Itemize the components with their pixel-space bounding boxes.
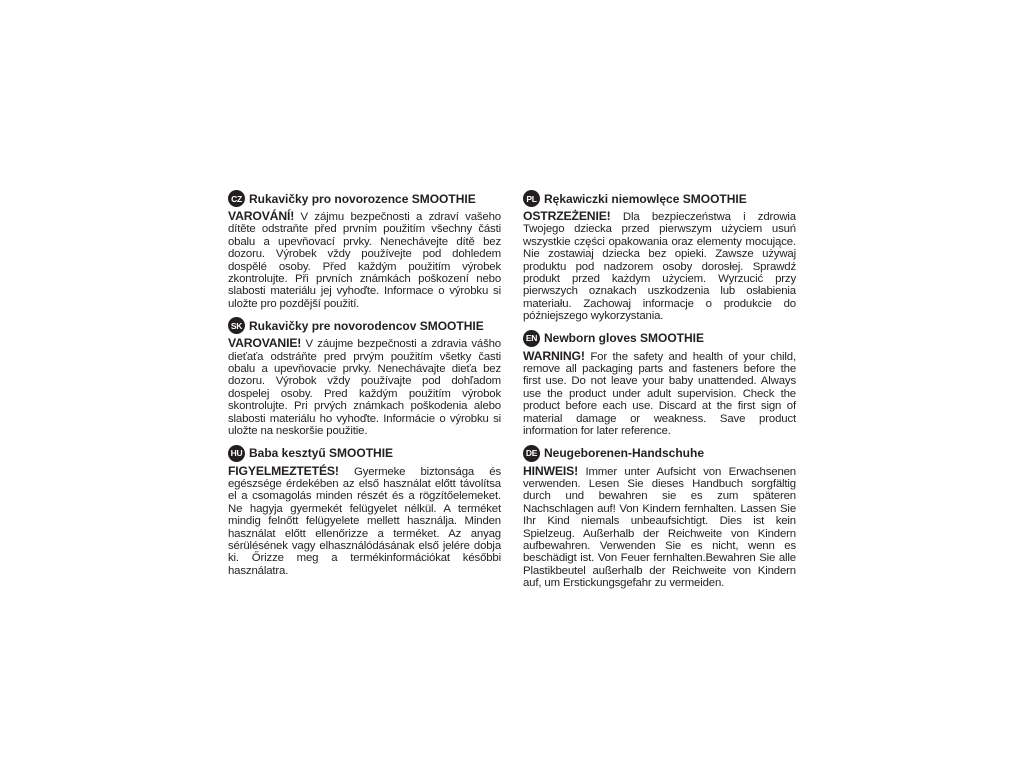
warning-text: V zájmu bezpečnosti a zdraví vašeho dítěte odstraňte před prvním použitím všechny části obalu a upevňovací prvky. Nenechávejte dítě bez dozoru. Výrobek vždy používejte pod dohledem dospělé osoby. Před každým použitím výrobek zkontrolujte. Při prvních známkách poškození nebo slabosti materiálu jej vyhoďte. Informace o výrobku si uložte pro pozdější použití. (228, 211, 501, 310)
section-title: Newborn gloves SMOOTHIE (544, 331, 705, 346)
language-badge-de: DE (523, 445, 540, 462)
section-heading (228, 445, 501, 462)
left-column (228, 190, 501, 584)
section-en (523, 330, 796, 438)
section-body (523, 350, 796, 438)
section-body (523, 210, 796, 323)
section-pl (523, 190, 796, 323)
language-badge-en: EN (523, 330, 540, 347)
section-title: Baba kesztyű SMOOTHIE (249, 446, 394, 460)
warning-label: OSTRZEŻENIE! (523, 209, 611, 223)
section-de (523, 445, 796, 590)
language-badge-sk: SK (228, 317, 245, 334)
section-title: Neugeborenen-Handschuhe (544, 446, 705, 460)
language-badge-cz: CZ (228, 190, 245, 207)
warning-label: WARNING! (523, 348, 585, 363)
warning-text: For the safety and health of your child, remove all packaging parts and fasteners before the first use. Do not leave your baby unattended. Always use the product under adult supervision. Check the product before each use. Discard at the first sign of material damage or weakness. Save product information for later reference. (523, 350, 796, 438)
section-body (228, 465, 501, 578)
section-body (523, 465, 796, 590)
warning-text: V záujme bezpečnosti a zdravia vášho dieťaťa odstráňte pred prvým použitím všetky časti obalu a upevňovacie prvky. Nenechávajte dieťa bez dozoru. Výrobok vždy používajte pod dohľadom dospelej osoby. Pred každým použitím výrobok skontrolujte. Pri prvých známkach poškodenia alebo slabosti materiálu ho vyhoďte. Informácie o výrobku si uložte na neskoršie použitie. (228, 338, 501, 438)
section-heading (228, 317, 501, 334)
language-badge-hu: HU (228, 445, 245, 462)
warning-text: Immer unter Aufsicht von Erwachsenen verwenden. Lesen Sie dieses Handbuch sorgfältig durch und bewahren sie es zum späteren Nachschlagen auf! Von Kindern fernhalten. Lassen Sie Ihr Kind niemals unbeaufsichtigt. Dies ist kein Spielzeug. Außerhalb der Reichweite von Kindern aufbewahren. Verwenden Sie es nicht, wenn es beschädigt ist. Von Feuer fernhalten.Bewahren Sie alle Plastikbeutel außerhalb der Reichweite von Kindern auf, um Erstickungsgefahr zu vermeiden. (523, 465, 796, 590)
section-cz (228, 190, 501, 310)
section-heading (523, 445, 796, 462)
section-heading (523, 190, 796, 207)
right-column (523, 190, 796, 597)
section-heading (228, 190, 501, 207)
warning-label: FIGYELMEZTETÉS! (228, 463, 339, 478)
section-body (228, 337, 501, 437)
section-heading (523, 330, 796, 347)
language-badge-pl: PL (523, 190, 540, 207)
section-title: Rukavičky pro novorozence SMOOTHIE (249, 191, 476, 206)
warning-label: HINWEIS! (523, 463, 578, 478)
warning-label: VAROVÁNÍ! (228, 209, 295, 223)
warning-text: Gyermeke biztonsága és egészsége érdekében az első használat előtt távolítsa el a csomagolás minden részét és a rögzítőelemeket. Ne hagyja gyermekét felügyelet nélkül. A terméket mindig felnőtt felügyelete mellett használja. Minden használat előtt ellenőrizze a terméket. Az anyag sérülésének vagy elhasználódásának első jelére dobja ki. Őrizze meg a termékinformációkat későbbi használatra. (228, 465, 501, 577)
warning-text: Dla bezpieczeństwa i zdrowia Twojego dziecka przed pierwszym użyciem usuń wszystkie części opakowania oraz elementy mocujące. Nie zostawiaj dziecka bez opieki. Zawsze używaj produktu pod nadzorem osoby dorosłej. Sprawdź produkt przed każdym użyciem. Wyrzucić przy pierwszych oznakach uszkodzenia lub osłabienia materiału. Zachowaj informacje o produkcie do późniejszego wykorzystania. (523, 211, 796, 323)
section-body (228, 210, 501, 310)
section-title: Rękawiczki niemowlęce SMOOTHIE (544, 191, 747, 206)
section-sk (228, 317, 501, 437)
section-hu (228, 445, 501, 578)
section-title: Rukavičky pre novorodencov SMOOTHIE (249, 318, 484, 333)
warning-label: VAROVANIE! (228, 336, 302, 351)
